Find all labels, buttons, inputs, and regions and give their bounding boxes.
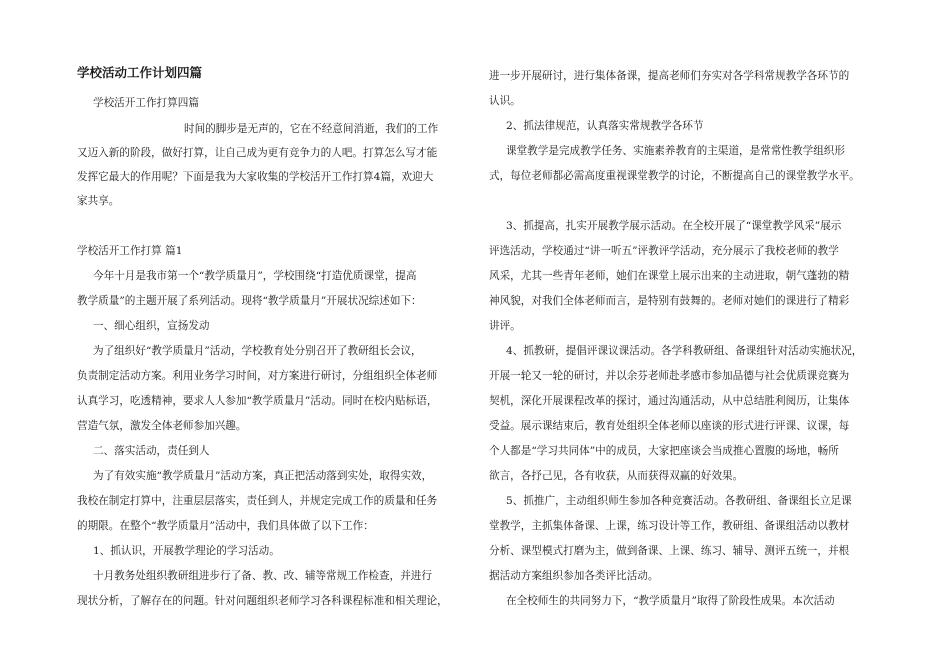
paragraph-line: 据活动方案组织参加各类评比活动。 (489, 570, 659, 582)
paragraph-line: 发挥它最大的作用呢？下面是我为大家收集的学校活开工作打算4篇，欢迎大 (77, 171, 434, 183)
paragraph-line: 分析、课型模式打磨为主，做到备课、上课、练习、辅导、测评五统一，并根 (489, 545, 850, 557)
section-heading: 1、抓认识，开展教学理论的学习活动。 (93, 545, 280, 557)
paragraph-line: 契机，深化开展课程改革的探讨，通过沟通活动，从中总结胜利阅历，让集体 (489, 395, 850, 407)
document-subtitle: 学校活开工作打算四篇 (93, 97, 199, 109)
paragraph-line: 神风貌，对我们全体老师而言，是特别有鼓舞的。老师对她们的课进行了精彩 (489, 295, 850, 307)
paragraph-line: 认识。 (489, 95, 521, 107)
paragraph-line: 讲评。 (489, 320, 521, 332)
paragraph-line: 现状分析，了解存在的问题。针对问题组织老师学习各科课程标准和相关理论， (77, 595, 448, 607)
paragraph-line: 堂教学，主抓集体备课、上课，练习设计等工作，教研组、备课组活动以教材 (489, 520, 850, 532)
paragraph-line: 今年十月是我市第一个“教学质量月”，学校围绕“打造优质课堂，提高 (93, 270, 417, 282)
paragraph-line: 受益。展示课结束后，教育处组织全体老师以座谈的形式进行评课、议课，每 (489, 420, 850, 432)
paragraph-line: 时间的脚步是无声的，它在不经意间消逝，我们的工作 (184, 123, 439, 135)
paragraph-line: 风采，尤其一些青年老师，她们在课堂上展示出来的主动进取，朝气蓬勃的精 (489, 270, 850, 282)
paragraph-line: 欲言，各抒己见，各有收获，从而获得双赢的好效果。 (489, 470, 744, 482)
section-heading: 2、抓法律规范，认真落实常规教学各环节 (506, 120, 704, 132)
section-heading: 一、细心组织，宣扬发动 (93, 320, 210, 332)
paragraph-line: 开展一轮又一轮的研讨，并以余芬老师赴孝感市参加品德与社会优质课竞赛为 (489, 370, 850, 382)
paragraph-line: 为了组织好“教学质量月”活动，学校教育处分别召开了教研组长会议， (93, 345, 422, 357)
paragraph-line: 又迈入新的阶段，做好打算，让自己成为更有竞争力的人吧。打算怎么写才能 (77, 147, 438, 159)
paragraph-line: 为了有效实施“教学质量月”活动方案，真正把活动落到实处，取得实效， (93, 470, 433, 482)
paragraph-line: 家共享。 (77, 195, 120, 207)
paragraph-line: 十月教务处组织教研组进步行了备、教、改、辅等常规工作检查，并进行 (93, 570, 432, 582)
paragraph-line: 评选活动，学校通过“讲一听五”评教评学活动，充分展示了我校老师的教学 (489, 245, 839, 257)
paragraph-line: 个人都是“学习共同体”中的成员，大家把座谈会当成推心置腹的场地，畅所 (489, 445, 839, 457)
section-heading: 学校活开工作打算 篇1 (77, 245, 183, 257)
paragraph-line: 课堂教学是完成教学任务、实施素养教育的主渠道，是常常性教学组织形 (506, 145, 845, 157)
paragraph-line: 在全校师生的共同努力下，“教学质量月”取得了阶段性成果。本次活动 (506, 595, 835, 607)
document-title: 学校活动工作计划四篇 (77, 65, 203, 80)
paragraph-line: 认真学习，吃透精神，要求人人参加“教学质量月”活动。同时在校内贴标语， (77, 395, 438, 407)
paragraph-line: 的期限。在整个“教学质量月”活动中，我们具体做了以下工作： (77, 520, 374, 532)
paragraph-line: 负责制定活动方案。利用业务学习时间，对方案进行研讨，分组组织全体老师 (77, 370, 438, 382)
section-heading: 二、落实活动，责任到人 (93, 445, 210, 457)
paragraph-line: 5、抓推广，主动组织师生参加各种竞赛活动。各教研组、备课组长立足课 (506, 495, 852, 507)
paragraph-line: 4、抓教研，提倡评课议课活动。各学科教研组、备课组针对活动实施状况， (506, 345, 863, 357)
paragraph-line: 进一步开展研讨，进行集体备课，提高老师们夯实对各学科常规教学各环节的 (489, 70, 850, 82)
paragraph-line: 我校在制定打算中，注重层层落实，责任到人，并规定完成工作的质量和任务 (77, 495, 438, 507)
paragraph-line: 营造气氛，激发全体老师参加兴趣。 (77, 420, 247, 432)
paragraph-line: 教学质量”的主题开展了系列活动。现将“教学质量月”开展状况综述如下： (77, 295, 422, 307)
paragraph-line: 3、抓提高，扎实开展教学展示活动。在全校开展了“课堂教学风采”展示 (506, 220, 842, 232)
paragraph-line: 式，每位老师都必需高度重视课堂教学的讨论，不断提高自己的课堂教学水平。 (489, 170, 860, 182)
